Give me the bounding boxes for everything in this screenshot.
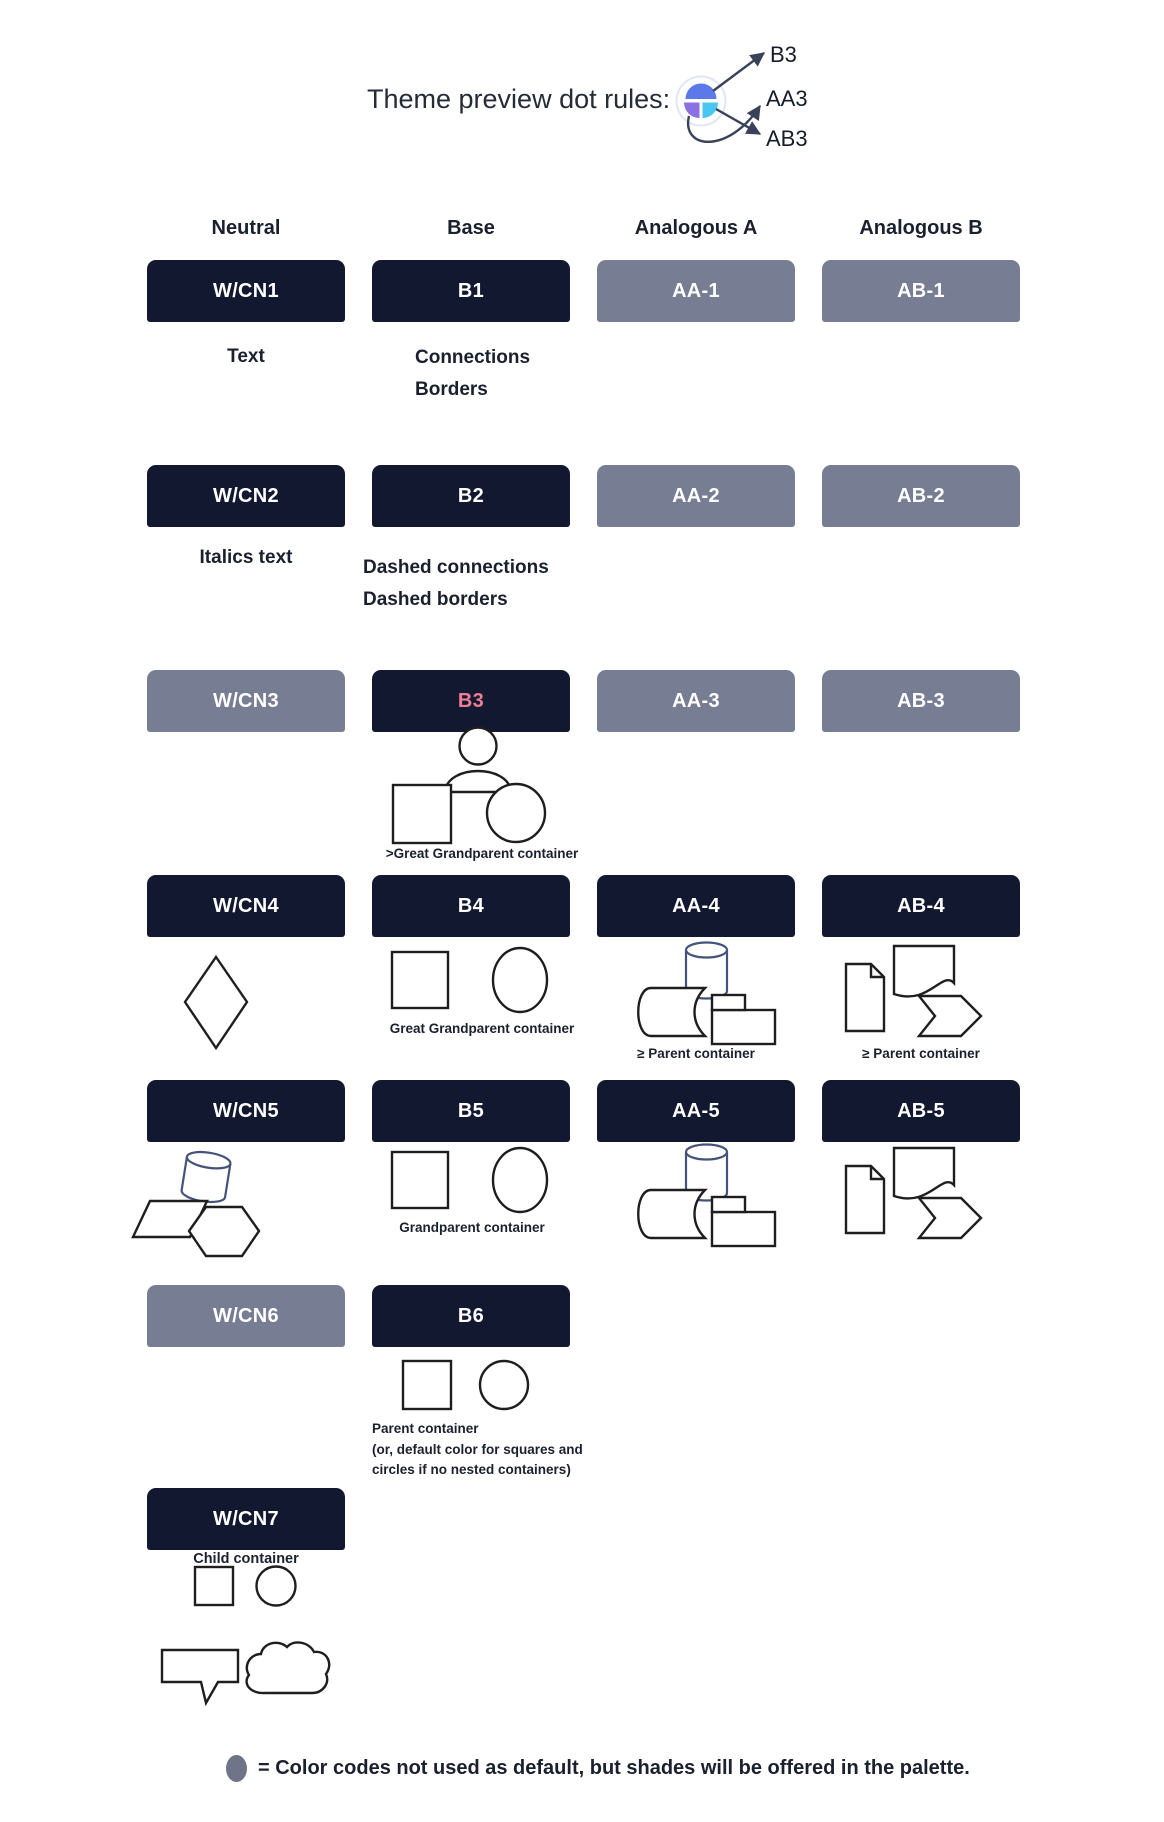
square-icon [392, 1152, 448, 1208]
swatch-b2: B2 [372, 465, 570, 527]
dot-label-aa3: AA3 [766, 86, 808, 111]
page-title: Theme preview dot rules: [367, 84, 671, 114]
caption-b4: Great Grandparent container [389, 1021, 575, 1036]
caption-wcn1: Text [227, 346, 265, 367]
circle-icon [257, 1567, 296, 1606]
chevron-icon [919, 1198, 981, 1238]
swatch-wcn4: W/CN4 [147, 875, 345, 937]
swatch-wcn7: W/CN7 [147, 1488, 345, 1550]
swatch-wcn1: W/CN1 [147, 260, 345, 322]
swatch-ab3: AB-3 [822, 670, 1020, 732]
caption-b6-line2: (or, default color for squares and [372, 1442, 583, 1457]
parallelogram-icon [133, 1201, 207, 1237]
cylinder-icon [180, 1149, 231, 1204]
tabbed-card-icon [712, 1197, 775, 1246]
dot-segment-base [686, 83, 717, 99]
square-icon [195, 1567, 233, 1605]
wavy-banner-icon [894, 946, 954, 996]
swatch-aa3: AA-3 [597, 670, 795, 732]
diamond-icon [185, 957, 247, 1048]
caption-b3: >Great Grandparent container [385, 846, 579, 861]
dot-segment-analogous-a [703, 103, 719, 119]
arrow-to-aa3-icon [688, 106, 760, 142]
caption-wcn2: Italics text [199, 547, 293, 568]
swatch-b4: B4 [372, 875, 570, 937]
caption-b1-line1: Connections [415, 347, 531, 368]
swatch-aa4: AA-4 [597, 875, 795, 937]
swatch-wcn5: W/CN5 [147, 1080, 345, 1142]
wavy-banner-icon [894, 1148, 954, 1198]
swatch-wcn6: W/CN6 [147, 1285, 345, 1347]
column-header-analogous-a: Analogous A [634, 217, 758, 239]
stored-data-icon [638, 988, 705, 1036]
swatch-b6: B6 [372, 1285, 570, 1347]
dot-label-b3: B3 [770, 42, 797, 67]
square-icon [393, 785, 451, 843]
swatch-ab2: AB-2 [822, 465, 1020, 527]
caption-b6-line1: Parent container [372, 1421, 479, 1436]
caption-aa4: ≥ Parent container [637, 1046, 755, 1061]
swatch-b3: B3 [372, 670, 570, 732]
stored-data-icon [638, 1190, 705, 1238]
speech-bubble-icon [162, 1650, 238, 1703]
tabbed-card-icon [712, 995, 775, 1044]
dot-segment-analogous-b [684, 103, 700, 119]
arrow-to-ab3-icon [716, 109, 760, 134]
ellipse-icon [493, 948, 547, 1012]
column-header-base: Base [447, 217, 495, 239]
swatch-ab4: AB-4 [822, 875, 1020, 937]
document-icon [846, 964, 884, 1031]
swatch-aa1: AA-1 [597, 260, 795, 322]
swatch-aa2: AA-2 [597, 465, 795, 527]
ellipse-icon [493, 1148, 547, 1212]
caption-b5: Grandparent container [399, 1220, 545, 1235]
square-icon [392, 952, 448, 1008]
swatch-b5: B5 [372, 1080, 570, 1142]
caption-ab4: ≥ Parent container [862, 1046, 980, 1061]
swatch-wcn3: W/CN3 [147, 670, 345, 732]
column-header-neutral: Neutral [211, 217, 281, 239]
swatch-ab5: AB-5 [822, 1080, 1020, 1142]
cylinder-icon [686, 1145, 727, 1201]
chevron-icon [919, 996, 981, 1036]
swatch-wcn2: W/CN2 [147, 465, 345, 527]
caption-b1-line2: Borders [415, 379, 488, 400]
hexagon-icon [189, 1207, 259, 1256]
caption-b2-line2: Dashed borders [363, 589, 508, 610]
swatch-aa5: AA-5 [597, 1080, 795, 1142]
circle-icon [480, 1361, 528, 1409]
arrow-to-b3-icon [713, 53, 764, 91]
caption-b2-line1: Dashed connections [363, 557, 549, 578]
gray-dot-icon [226, 1755, 247, 1782]
document-icon [846, 1166, 884, 1233]
square-icon [403, 1361, 451, 1409]
dot-label-ab3: AB3 [766, 126, 808, 151]
theme-preview-dot-icon [677, 77, 726, 126]
person-icon [445, 728, 511, 793]
swatch-b1: B1 [372, 260, 570, 322]
cylinder-icon [686, 943, 727, 999]
cloud-icon [247, 1642, 330, 1693]
swatch-ab1: AB-1 [822, 260, 1020, 322]
caption-wcn7: Child container [193, 1551, 299, 1567]
column-header-analogous-b: Analogous B [859, 217, 983, 239]
legend-note: = Color codes not used as default, but shades will be offered in the palette. [258, 1757, 970, 1779]
circle-icon [487, 784, 545, 842]
caption-b6-line3: circles if no nested containers) [372, 1462, 571, 1477]
